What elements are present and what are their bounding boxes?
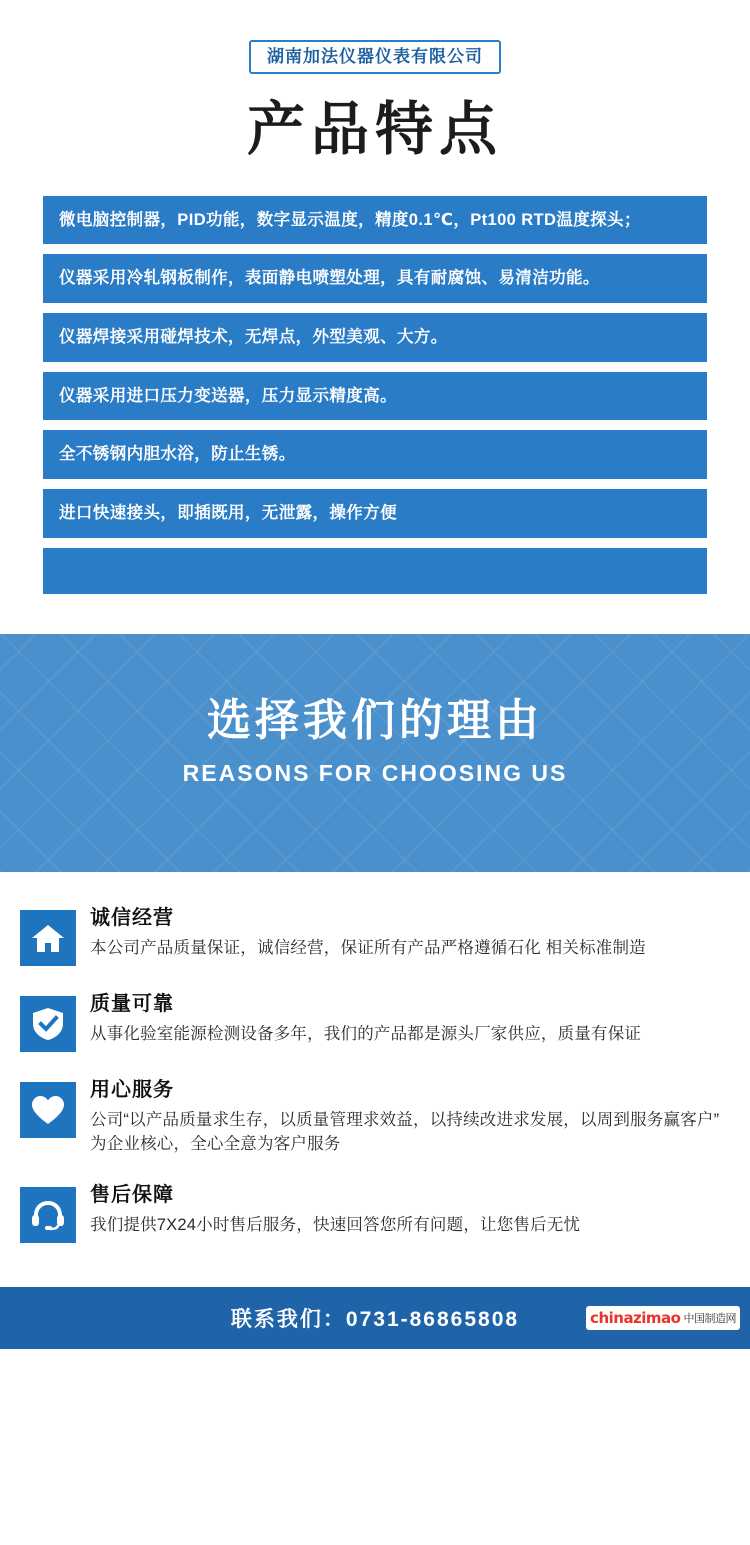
reasons-banner bbox=[0, 634, 750, 872]
advantage-desc: 我们提供7X24小时售后服务，快速回答您所有问题，让您售后无忧 bbox=[90, 1216, 581, 1235]
contact-text: 联系我们：0731-86865808 bbox=[230, 1308, 520, 1332]
advantage-item bbox=[0, 906, 750, 966]
logo-subtext: 中国制造网 bbox=[683, 1313, 736, 1326]
footer-bar bbox=[0, 1287, 750, 1349]
features-section bbox=[0, 0, 750, 634]
site-logo[interactable] bbox=[586, 1306, 740, 1330]
advantage-body bbox=[90, 906, 728, 961]
feature-item: 仪器采用冷轧钢板制作，表面静电喷塑处理，具有耐腐蚀、易清洁功能。 bbox=[43, 254, 707, 303]
advantage-item bbox=[0, 1183, 750, 1243]
company-badge: 湖南加法仪器仪表有限公司 bbox=[249, 40, 501, 74]
advantage-desc: 公司“以产品质量求生存，以质量管理求效益，以持续改进求发展，以周到服务赢客户”为企业核心，全心全意为客户服务 bbox=[90, 1110, 720, 1154]
feature-item-empty bbox=[43, 548, 707, 594]
logo-text: chinazimao bbox=[590, 1309, 681, 1328]
advantage-title: 质量可靠 bbox=[90, 992, 174, 1015]
advantage-item bbox=[0, 1078, 750, 1158]
feature-item: 微电脑控制器，PID功能，数字显示温度，精度0.1℃，Pt100 RTD温度探头； bbox=[43, 196, 707, 245]
advantage-desc: 本公司产品质量保证，诚信经营，保证所有产品严格遵循石化 相关标准制造 bbox=[90, 938, 646, 957]
advantage-title: 售后保障 bbox=[90, 1184, 174, 1207]
advantage-title: 用心服务 bbox=[90, 1078, 174, 1101]
headset-icon bbox=[20, 1187, 76, 1243]
page-title: 产品特点 bbox=[246, 97, 503, 162]
feature-item: 仪器焊接采用碰焊技术，无焊点，外型美观、大方。 bbox=[43, 313, 707, 362]
feature-item: 全不锈钢内胆水浴，防止生锈。 bbox=[43, 430, 707, 479]
banner-title-en: REASONS FOR CHOOSING US bbox=[182, 760, 568, 787]
advantages-section bbox=[0, 872, 750, 1288]
banner-title-cn: 选择我们的理由 bbox=[207, 695, 543, 745]
advantage-body bbox=[90, 1078, 728, 1158]
advantage-body bbox=[90, 1183, 728, 1238]
feature-item: 仪器采用进口压力变送器，压力显示精度高。 bbox=[43, 372, 707, 421]
home-icon bbox=[20, 910, 76, 966]
shield-check-icon bbox=[20, 996, 76, 1052]
feature-list bbox=[43, 196, 707, 594]
advantage-item bbox=[0, 992, 750, 1052]
advantage-body bbox=[90, 992, 728, 1047]
banner-content bbox=[0, 634, 750, 788]
advantage-desc: 从事化验室能源检测设备多年，我们的产品都是源头厂家供应，质量有保证 bbox=[90, 1024, 642, 1043]
feature-item: 进口快速接头，即插既用，无泄露，操作方便 bbox=[43, 489, 707, 538]
advantage-title: 诚信经营 bbox=[90, 906, 174, 929]
company-badge-container bbox=[0, 40, 750, 74]
heart-icon bbox=[20, 1082, 76, 1138]
